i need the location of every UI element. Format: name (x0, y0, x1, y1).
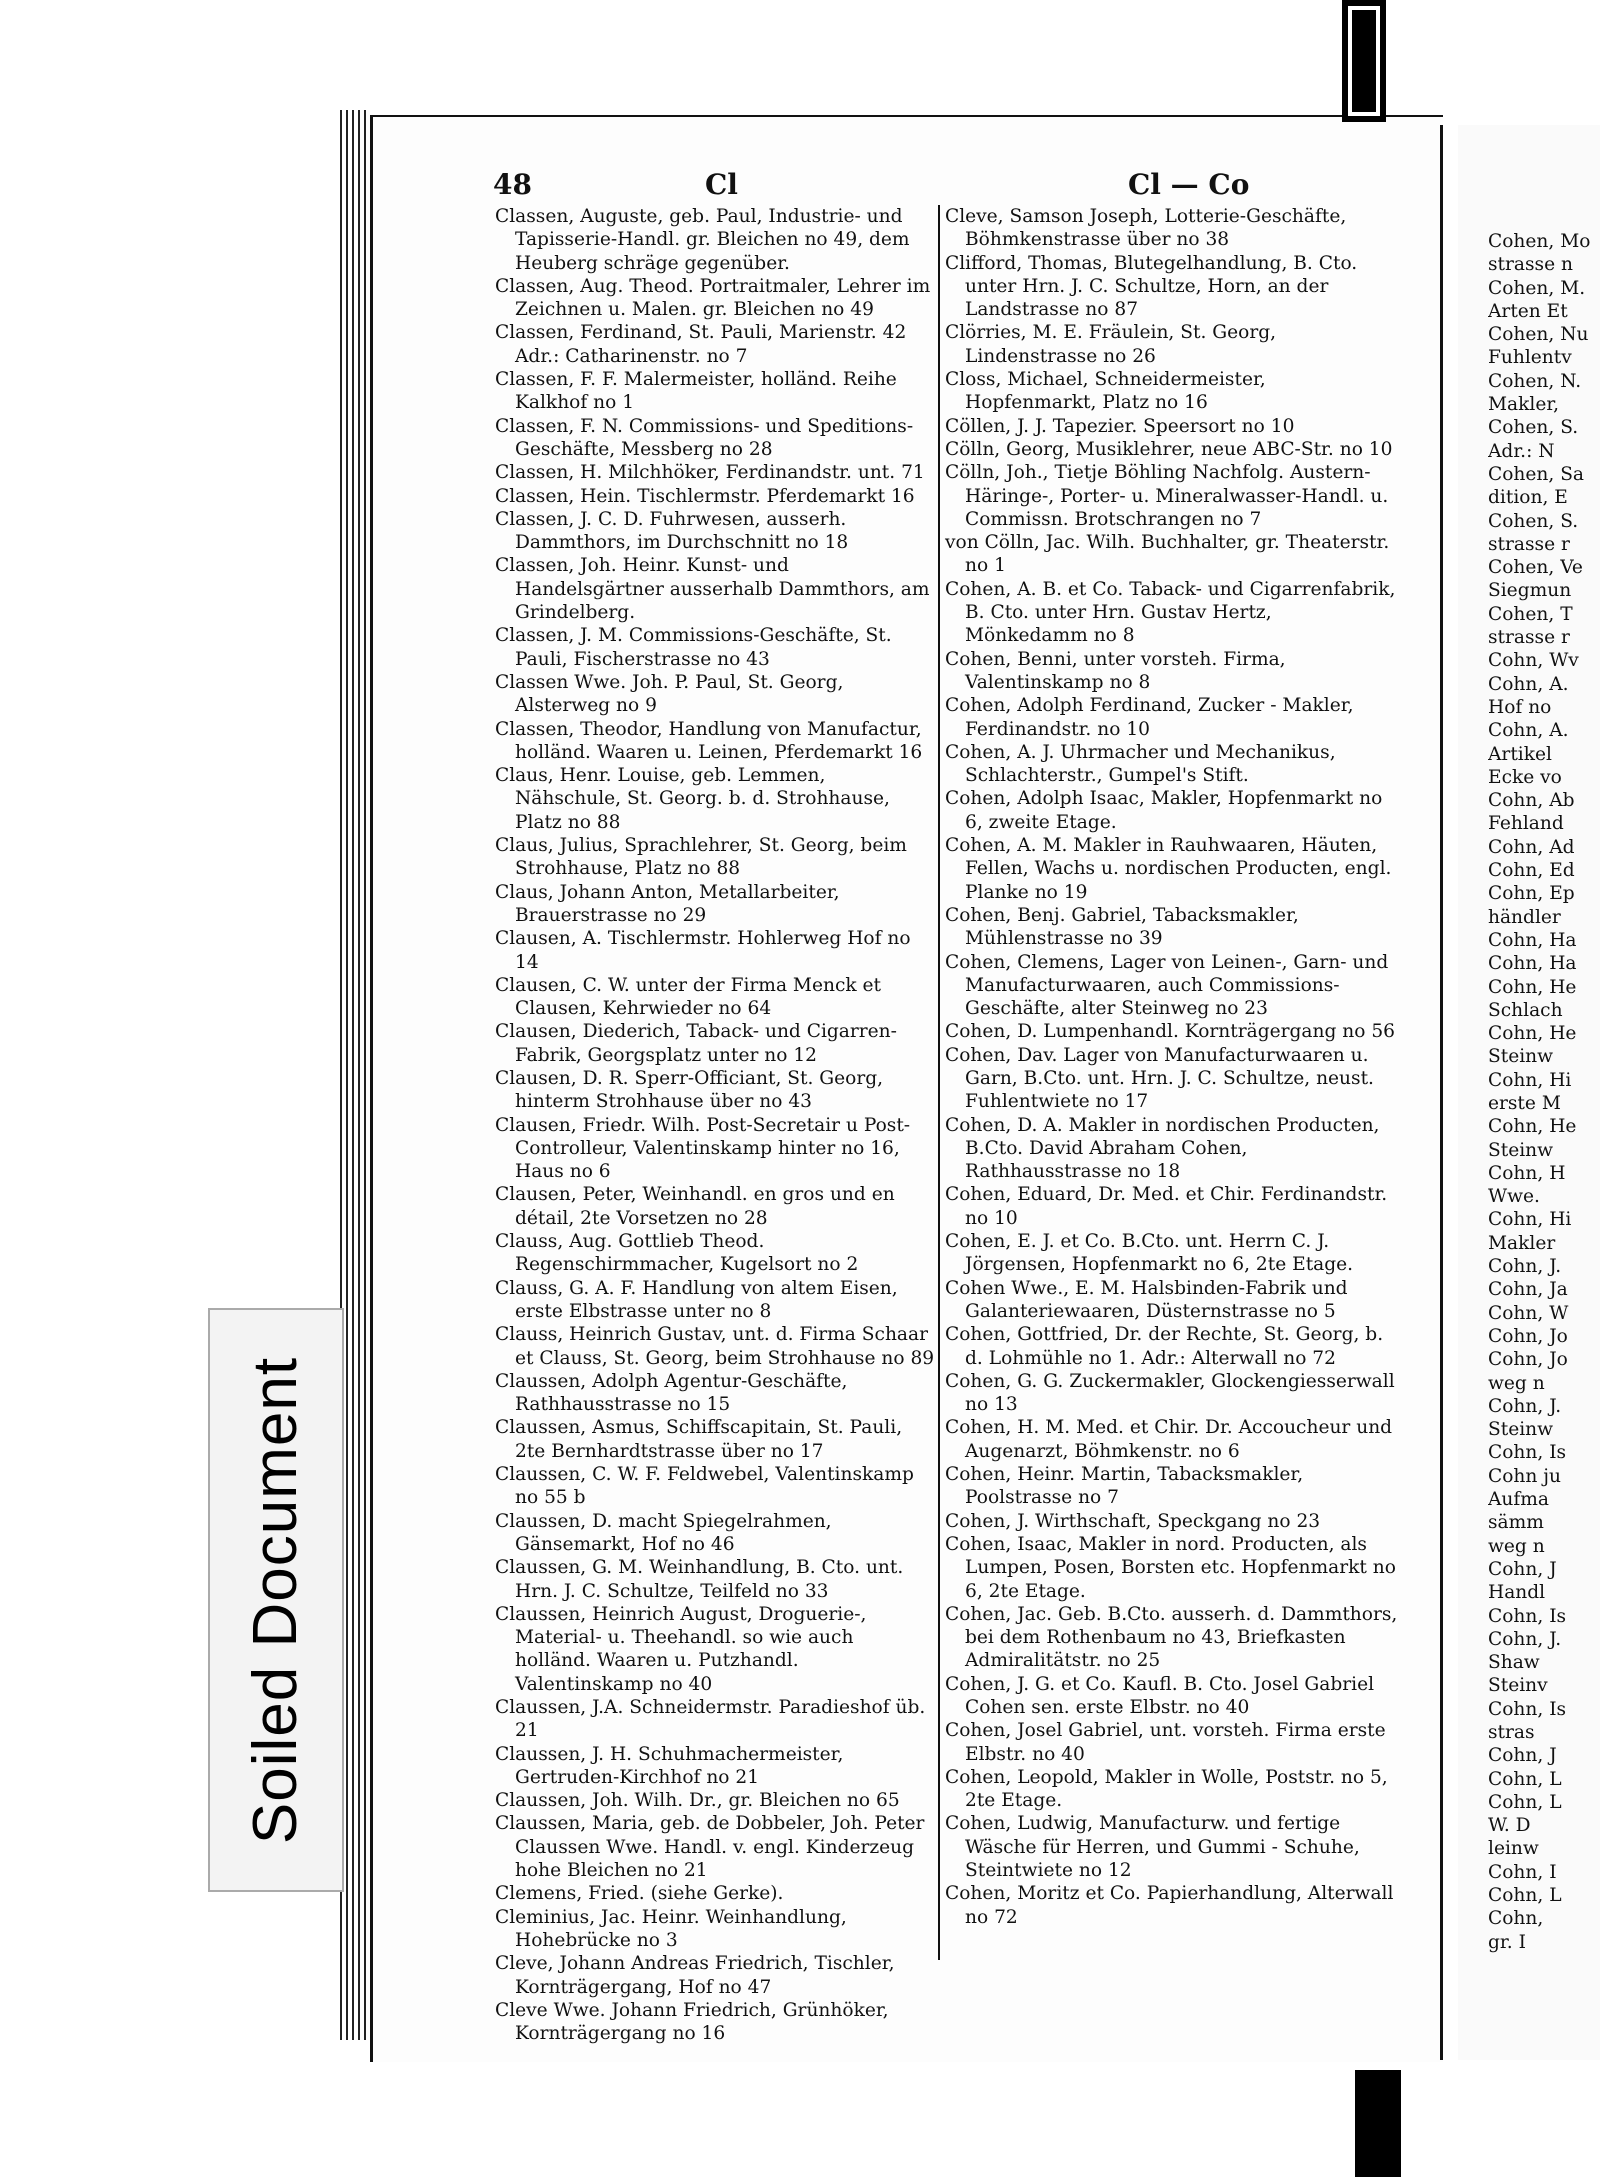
adjacent-entry-fragment: Handl (1488, 1582, 1546, 1604)
directory-entry: Cohen, Leopold, Makler in Wolle, Poststr. no 5, 2te Etage. (945, 1766, 1388, 1812)
adjacent-entry-fragment: erste M (1488, 1092, 1561, 1114)
adjacent-entry-fragment: strasse n (1488, 254, 1573, 276)
directory-entry: Clauss, G. A. F. Handlung von altem Eisen, erste Elbstrasse unter no 8 (495, 1277, 898, 1322)
adjacent-entry-fragment: Cohen, T (1488, 603, 1573, 625)
header-left: Cl (705, 168, 738, 201)
scan-marker-top (1342, 0, 1386, 122)
scan-marker-bottom (1355, 2070, 1401, 2177)
directory-entry: Cohen, Isaac, Makler in nord. Producten, als Lumpen, Posen, Borsten etc. Hopfenmarkt no 6, 2te Etage. (945, 1533, 1396, 1602)
directory-entry: Cohen, A. J. Uhrmacher und Mechanikus, Schlachterstr., Gumpel's Stift. (945, 741, 1336, 787)
directory-entry: Cohen Wwe., E. M. Halsbinden-Fabrik und Galanteriewaaren, Düsternstrasse no 5 (945, 1277, 1348, 1322)
adjacent-entry-fragment: Cohen, Sa (1488, 463, 1585, 485)
adjacent-entry-fragment: Cohen, M. (1488, 277, 1586, 299)
adjacent-entry-fragment: Cohn, Ep (1488, 883, 1575, 905)
adjacent-entry-fragment: Siegmun (1488, 580, 1572, 602)
directory-entry: Cohen, D. A. Makler in nordischen Producten, B.Cto. David Abraham Cohen, Rathhausstrasse no 18 (945, 1114, 1380, 1183)
adjacent-entry-fragment: Fuhlentv (1488, 347, 1572, 369)
adjacent-entry-fragment: Hof no (1488, 696, 1552, 718)
adjacent-entry-fragment: Steinw (1488, 1419, 1554, 1441)
adjacent-entry-fragment: strasse r (1488, 533, 1570, 555)
adjacent-entry-fragment: Cohn, W (1488, 1302, 1569, 1324)
directory-entry: Claussen, J. H. Schuhmachermeister, Gertruden-Kirchhof no 21 (495, 1743, 844, 1788)
adjacent-entry-fragment: Cohen, S. (1488, 510, 1579, 532)
adjacent-entry-fragment: Cohn, Ed (1488, 860, 1575, 882)
directory-entry: Cohen, Gottfried, Dr. der Rechte, St. Georg, b. d. Lohmühle no 1. Adr.: Alterwall no 72 (945, 1324, 1384, 1369)
directory-entry: Cohen, J. Wirthschaft, Speckgang no 23 (945, 1510, 1321, 1532)
directory-entry: Clauss, Heinrich Gustav, unt. d. Firma Schaar et Clauss, St. Georg, beim Strohhause no 89 (495, 1324, 935, 1369)
adjacent-entry-fragment: stras (1488, 1722, 1535, 1743)
adjacent-entry-fragment: Cohn, He (1488, 1116, 1577, 1138)
adjacent-entry-fragment: Cohn, J. (1488, 1395, 1562, 1417)
directory-entry: Closs, Michael, Schneidermeister, Hopfenmarkt, Platz no 16 (945, 369, 1266, 414)
adjacent-entry-fragment: Cohen, N. (1488, 370, 1582, 392)
adjacent-entry-fragment: sämm (1488, 1512, 1544, 1534)
directory-entry: Cohen, A. M. Makler in Rauhwaaren, Häuten, Fellen, Wachs u. nordischen Producten, engl. Planke no 19 (945, 835, 1392, 903)
page-number: 48 (493, 168, 532, 201)
directory-entry: Claus, Julius, Sprachlehrer, St. Georg, beim Strohhause, Platz no 88 (495, 835, 907, 880)
directory-entry: Classen, H. Milchhöker, Ferdinandstr. unt. 71 (495, 462, 925, 484)
directory-entry: Cleve, Johann Andreas Friedrich, Tischler, Kornträgergang, Hof no 47 (495, 1953, 895, 1998)
directory-entry: Cohen, H. M. Med. et Chir. Dr. Accoucheur und Augenarzt, Böhmkenstr. no 6 (945, 1417, 1393, 1462)
directory-entry: Classen, F. N. Commissions- und Speditions-Geschäfte, Messberg no 28 (495, 415, 914, 460)
directory-entry: Cohen, E. J. et Co. B.Cto. unt. Herrn C. J. Jörgensen, Hopfenmarkt no 6, 2te Etage. (945, 1231, 1354, 1276)
adjacent-entry-fragment: Cohn ju (1488, 1465, 1562, 1487)
directory-entry: Clausen, Diederich, Taback- und Cigarren-Fabrik, Georgsplatz unter no 12 (495, 1021, 897, 1066)
adjacent-entry-fragment: Cohn, Is (1488, 1605, 1567, 1627)
adjacent-entry-fragment: Shaw (1488, 1652, 1540, 1674)
directory-entry: Cohen, J. G. et Co. Kaufl. B. Cto. Josel Gabriel Cohen sen. erste Elbstr. no 40 (945, 1673, 1375, 1718)
adjacent-entry-fragment: Cohn, Jo (1488, 1325, 1568, 1347)
directory-entry: Claus, Johann Anton, Metallarbeiter, Brauerstrasse no 29 (495, 881, 840, 926)
directory-entry: Cohen, Clemens, Lager von Leinen-, Garn- und Manufacturwaaren, auch Commissions-Geschäfte, alter Steinweg no 23 (945, 951, 1389, 1020)
adjacent-entry-fragment: Cohen, Mo (1488, 231, 1591, 252)
directory-entry: Claussen, Adolph Agentur-Geschäfte, Rathhausstrasse no 15 (495, 1370, 848, 1416)
adjacent-page-column (1488, 230, 1600, 1954)
directory-entry: Cohen, Dav. Lager von Manufacturwaaren u. Garn, B.Cto. unt. Hrn. J. C. Schultze, neust. Fuhlentwiete no 17 (945, 1044, 1374, 1113)
directory-entry: Cohen, Ludwig, Manufacturw. und fertige Wäsche für Herren, und Gummi - Schuhe, Steintwiete no 12 (945, 1813, 1360, 1882)
directory-entry: Claussen, Joh. Wilh. Dr., gr. Bleichen no 65 (495, 1790, 900, 1812)
adjacent-entry-fragment: strasse r (1488, 627, 1570, 649)
directory-entry: Cleminius, Jac. Heinr. Weinhandlung, Hohebrücke no 3 (495, 1906, 847, 1951)
directory-entry: Classen Wwe. Joh. P. Paul, St. Georg, Alsterweg no 9 (495, 671, 844, 717)
adjacent-entry-fragment: Cohn, I (1488, 1861, 1557, 1883)
directory-entry: Claussen, Heinrich August, Droguerie-, Material- u. Theehandl. so wie auch holländ. Waaren u. Putzhandl. Valentinskamp no 40 (495, 1603, 867, 1695)
adjacent-entry-fragment: Cohn, J (1488, 1558, 1557, 1580)
adjacent-entry-fragment: Cohn, Ha (1488, 953, 1577, 975)
directory-entry: Classen, J. C. D. Fuhrwesen, ausserh. Dammthors, im Durchschnitt no 18 (495, 508, 849, 554)
stamp-label: Soiled Document (241, 1356, 311, 1844)
book-edge (340, 110, 370, 2040)
directory-entry: Clemens, Fried. (siehe Gerke). (495, 1883, 784, 1905)
adjacent-entry-fragment: Steinw (1488, 1046, 1554, 1068)
soiled-document-stamp (208, 1308, 344, 1892)
directory-entry: Clausen, Friedr. Wilh. Post-Secretair u Post-Controlleur, Valentinskamp hinter no 16, Haus no 6 (495, 1114, 911, 1183)
directory-entry: Claussen, C. W. F. Feldwebel, Valentinskamp no 55 b (495, 1464, 914, 1509)
adjacent-entry-fragment: weg n (1488, 1372, 1545, 1394)
directory-entry: Clausen, D. R. Sperr-Officiant, St. Georg, hinterm Strohhause über no 43 (495, 1067, 884, 1113)
adjacent-entry-fragment: Makler, (1488, 394, 1560, 416)
directory-entry: Claussen, Maria, geb. de Dobbeler, Joh. Peter Claussen Wwe. Handl. v. engl. Kinderzeug hohe Bleichen no 21 (495, 1813, 925, 1882)
adjacent-entry-fragment: Cohn, A. (1488, 720, 1569, 742)
adjacent-entry-fragment: Cohn, Hi (1488, 1069, 1572, 1091)
adjacent-entry-fragment: gr. I (1488, 1931, 1526, 1953)
adjacent-entry-fragment: Cohn, J (1488, 1745, 1557, 1767)
directory-entry: Cohen, Benj. Gabriel, Tabacksmakler, Mühlenstrasse no 39 (945, 904, 1299, 950)
directory-entry: Clausen, Peter, Weinhandl. en gros und en détail, 2te Vorsetzen no 28 (495, 1184, 895, 1229)
directory-entry: Cohen, Jac. Geb. B.Cto. ausserh. d. Dammthors, bei dem Rothenbaum no 43, Briefkasten Admiralitätstr. no 25 (945, 1603, 1398, 1672)
adjacent-entry-fragment: Aufma (1488, 1489, 1550, 1511)
directory-entry: Cohen, Adolph Isaac, Makler, Hopfenmarkt no 6, zweite Etage. (945, 788, 1383, 833)
directory-entry: Cohen, Heinr. Martin, Tabacksmakler, Poolstrasse no 7 (945, 1464, 1304, 1509)
adjacent-entry-fragment: Fehland (1488, 813, 1564, 835)
directory-entry: Cöllen, J. J. Tapezier. Speersort no 10 (945, 415, 1295, 437)
header-right: Cl — Co (1128, 168, 1250, 201)
directory-entry: Classen, Theodor, Handlung von Manufactur, holländ. Waaren u. Leinen, Pferdemarkt 16 (495, 718, 923, 763)
directory-entry: Cohen, Josel Gabriel, unt. vorsteh. Firma erste Elbstr. no 40 (945, 1720, 1386, 1765)
adjacent-entry-fragment: Cohn, L (1488, 1791, 1562, 1813)
directory-entry: Cohen, Eduard, Dr. Med. et Chir. Ferdinandstr. no 10 (945, 1184, 1388, 1229)
adjacent-entry-fragment: Cohn, Ja (1488, 1279, 1568, 1301)
adjacent-entry-fragment: Cohn, L (1488, 1768, 1562, 1790)
column-divider (938, 205, 940, 1960)
adjacent-entry-fragment: Cohn, Jo (1488, 1349, 1568, 1371)
adjacent-entry-fragment: W. D (1488, 1815, 1531, 1837)
adjacent-entry-fragment: Steinv (1488, 1675, 1548, 1697)
adjacent-entry-fragment: Cohn, Ha (1488, 929, 1577, 951)
adjacent-entry-fragment: händler (1488, 906, 1561, 928)
directory-entry: Classen, Hein. Tischlermstr. Pferdemarkt 16 (495, 485, 915, 507)
left-column (495, 205, 935, 2045)
directory-entry: Claussen, G. M. Weinhandlung, B. Cto. unt. Hrn. J. C. Schultze, Teilfeld no 33 (495, 1557, 904, 1602)
directory-entry: Clausen, A. Tischlermstr. Hohlerweg Hof no 14 (495, 928, 911, 973)
directory-entry: Claussen, J.A. Schneidermstr. Paradieshof üb. 21 (495, 1697, 926, 1742)
directory-entry: Cölln, Georg, Musiklehrer, neue ABC-Str. no 10 (945, 438, 1393, 460)
adjacent-entry-fragment: Cohn, H (1488, 1162, 1566, 1184)
adjacent-entry-fragment: Cohn, J. (1488, 1628, 1562, 1650)
directory-entry: Claus, Henr. Louise, geb. Lemmen, Nähschule, St. Georg. b. d. Strohhause, Platz no 88 (495, 765, 890, 833)
adjacent-entry-fragment: Cohn, Is (1488, 1442, 1567, 1464)
directory-entry: Claussen, Asmus, Schiffscapitain, St. Pauli, 2te Bernhardtstrasse über no 17 (495, 1417, 903, 1462)
directory-entry: Cohen, G. G. Zuckermakler, Glockengiesserwall no 13 (945, 1370, 1395, 1416)
adjacent-entry-fragment: Cohn, Ab (1488, 790, 1575, 812)
directory-entry: Classen, Joh. Heinr. Kunst- und Handelsgärtner ausserhalb Dammthors, am Grindelberg. (495, 555, 930, 624)
adjacent-entry-fragment: Adr.: N (1488, 440, 1555, 462)
adjacent-entry-fragment: Wwe. (1488, 1186, 1540, 1208)
adjacent-entry-fragment: dition, E (1488, 487, 1568, 509)
directory-entry: Clauss, Aug. Gottlieb Theod. Regenschirmmacher, Kugelsort no 2 (495, 1231, 859, 1276)
directory-entry: Cohen, A. B. et Co. Taback- und Cigarrenfabrik, B. Cto. unter Hrn. Gustav Hertz, Mönkedamm no 8 (945, 578, 1396, 647)
adjacent-entry-fragment: Ecke vo (1488, 766, 1562, 788)
adjacent-entry-fragment: Cohn, Ad (1488, 836, 1575, 858)
directory-entry: Classen, Auguste, geb. Paul, Industrie- und Tapisserie-Handl. gr. Bleichen no 49, dem Heuberg schräge gegenüber. (495, 206, 910, 274)
adjacent-entry-fragment: Cohn, Is (1488, 1698, 1567, 1720)
directory-entry: Classen, F. F. Malermeister, holländ. Reihe Kalkhof no 1 (495, 369, 897, 414)
directory-entry: Classen, Aug. Theod. Portraitmaler, Lehrer im Zeichnen u. Malen. gr. Bleichen no 49 (495, 275, 931, 321)
adjacent-entry-fragment: Schlach (1488, 999, 1563, 1021)
adjacent-entry-fragment: Makler (1488, 1232, 1556, 1254)
directory-entry: Claussen, D. macht Spiegelrahmen, Gänsemarkt, Hof no 46 (495, 1510, 832, 1555)
adjacent-entry-fragment: Cohen, Nu (1488, 324, 1589, 346)
adjacent-entry-fragment: Cohen, S. (1488, 417, 1579, 439)
adjacent-entry-fragment: Cohen, Ve (1488, 557, 1583, 579)
adjacent-entry-fragment: Cohn, Wv (1488, 650, 1579, 672)
directory-entry: Clifford, Thomas, Blutegelhandlung, B. Cto. unter Hrn. J. C. Schultze, Horn, an der Landstrasse no 87 (945, 252, 1358, 321)
directory-entry: Cleve, Samson Joseph, Lotterie-Geschäfte, Böhmkenstrasse über no 38 (945, 206, 1347, 251)
adjacent-entry-fragment: weg n (1488, 1535, 1545, 1557)
adjacent-entry-fragment: Arten Et (1488, 300, 1568, 322)
adjacent-entry-fragment: Steinw (1488, 1139, 1554, 1161)
adjacent-entry-fragment: leinw (1488, 1838, 1539, 1860)
directory-entry: von Cölln, Jac. Wilh. Buchhalter, gr. Theaterstr. no 1 (945, 532, 1390, 577)
adjacent-entry-fragment: Cohn, J. (1488, 1256, 1562, 1278)
directory-entry: Classen, J. M. Commissions-Geschäfte, St. Pauli, Fischerstrasse no 43 (495, 625, 892, 670)
adjacent-entry-fragment: Cohn, He (1488, 976, 1577, 998)
directory-entry: Clausen, C. W. unter der Firma Menck et Clausen, Kehrwieder no 64 (495, 974, 882, 1020)
adjacent-entry-fragment: Cohn, He (1488, 1023, 1577, 1045)
adjacent-entry-fragment: Cohn, A. (1488, 673, 1569, 695)
adjacent-entry-fragment: Artikel (1488, 743, 1552, 765)
directory-entry: Cohen, Benni, unter vorsteh. Firma, Valentinskamp no 8 (945, 648, 1286, 693)
directory-entry: Cohen, D. Lumpenhandl. Kornträgergang no 56 (945, 1021, 1396, 1043)
directory-entry: Cohen, Moritz et Co. Papierhandlung, Alterwall no 72 (945, 1883, 1394, 1928)
directory-entry: Clörries, M. E. Fräulein, St. Georg, Lindenstrasse no 26 (945, 322, 1277, 367)
directory-entry: Cölln, Joh., Tietje Böhling Nachfolg. Austern-Häringe-, Porter- u. Mineralwasser-Handl. u. Commissn. Brotschrangen no 7 (945, 462, 1389, 530)
adjacent-entry-fragment: Cohn, L (1488, 1885, 1562, 1907)
adjacent-entry-fragment: Cohn, (1488, 1908, 1544, 1930)
directory-entry: Cleve Wwe. Johann Friedrich, Grünhöker, Kornträgergang no 16 (495, 1999, 889, 2045)
adjacent-entry-fragment: Cohn, Hi (1488, 1209, 1572, 1231)
directory-entry: Cohen, Adolph Ferdinand, Zucker - Makler, Ferdinandstr. no 10 (945, 695, 1354, 740)
directory-entry: Classen, Ferdinand, St. Pauli, Marienstr. 42 Adr.: Catharinenstr. no 7 (495, 322, 907, 367)
middle-column (945, 205, 1400, 1929)
